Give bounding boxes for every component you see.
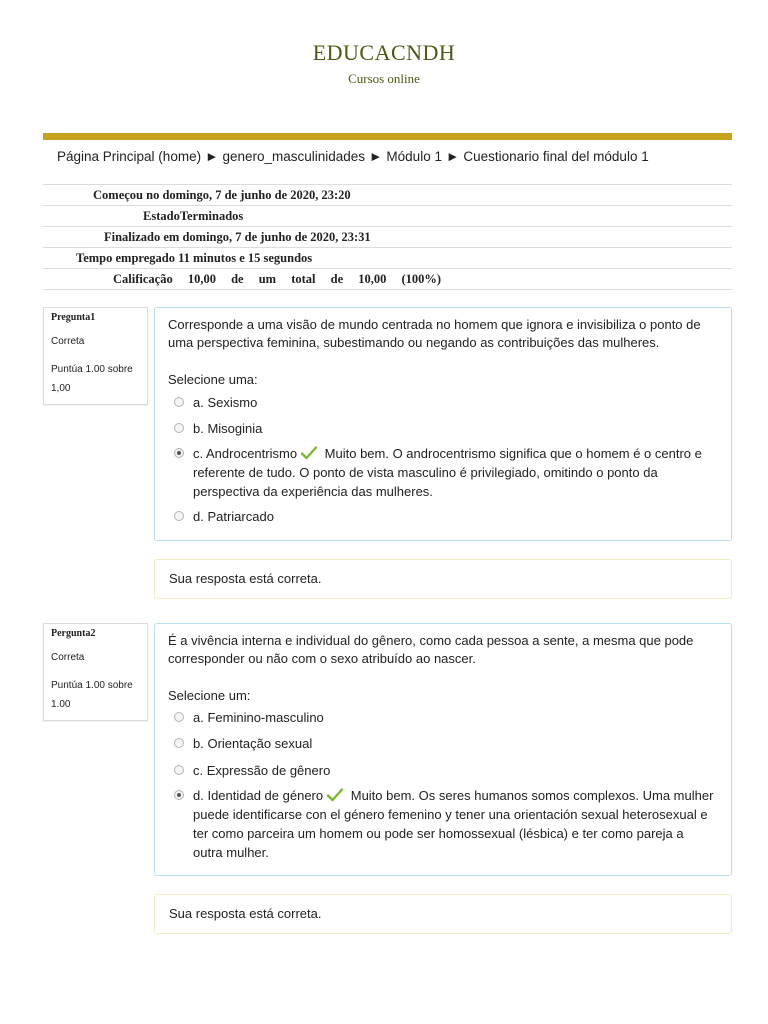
breadcrumb	[57, 149, 649, 164]
option-label: a. Sexismo	[193, 395, 258, 410]
question-text: Corresponde a uma visão de mundo centrada no homem que ignora e invisibiliza o ponto de uma perspectiva feminina, subestimando ou negando as contribuições das mulheres.	[168, 317, 701, 350]
attempt-summary	[43, 184, 732, 290]
radio-button[interactable]	[174, 765, 184, 775]
breadcrumb-separator: ►	[369, 149, 383, 164]
answer-prompt: Selecione uma:	[168, 372, 258, 387]
answer-feedback: Sua resposta está correta.	[154, 559, 732, 599]
breadcrumb-separator: ►	[445, 149, 460, 164]
header-divider	[43, 133, 732, 140]
answer-option-selected[interactable]	[174, 444, 714, 501]
option-label: d. Identidad de género	[193, 788, 324, 803]
breadcrumb-course[interactable]: genero_masculinidades	[222, 149, 366, 164]
option-label: a. Feminino-masculino	[193, 710, 324, 725]
summary-finished: Finalizado em domingo, 7 de junho de 2020, 23:31	[43, 226, 732, 247]
answer-option-selected[interactable]	[174, 786, 714, 862]
radio-button[interactable]	[174, 397, 184, 407]
radio-button[interactable]	[174, 738, 184, 748]
answer-option[interactable]	[174, 761, 714, 780]
question-number: Pregunta1	[51, 312, 96, 323]
question-info	[43, 307, 148, 405]
summary-time-taken: Tempo empregado 11 minutos e 15 segundos	[43, 247, 732, 268]
site-subtitle: Cursos online	[348, 71, 420, 86]
summary-state: EstadoTerminados	[43, 205, 732, 226]
option-feedback: Muito bem. Os seres humanos somos complexos. Uma mulher puede identificarse con el género femenino y tener una orientación sexual heterosexual e ter como parceira um homem ou pode ser homossexual (lésbica) e ter como pareja a outra mulher.	[193, 788, 714, 860]
question-number: Pergunta2	[51, 628, 96, 639]
checkmark-icon	[327, 788, 343, 802]
checkmark-icon	[301, 446, 317, 460]
answer-option[interactable]	[174, 734, 714, 753]
question-state: Correta	[51, 336, 85, 347]
option-label: b. Orientação sexual	[193, 736, 313, 751]
answer-feedback: Sua resposta está correta.	[154, 894, 732, 934]
radio-button[interactable]	[174, 423, 184, 433]
answer-option[interactable]	[174, 507, 714, 526]
option-label: c. Expressão de gênero	[193, 763, 331, 778]
question-state: Correta	[51, 652, 85, 663]
question-grade: Puntúa 1.00 sobre 1,00	[51, 364, 133, 394]
radio-button-checked[interactable]	[174, 448, 184, 458]
option-feedback: Muito bem. O androcentrismo significa que o homem é o centro e referente de tudo. O ponto de vista masculino é privilegiado, omitindo o ponto da perspectiva da experiência das mulheres.	[193, 446, 702, 499]
breadcrumb-quiz[interactable]: Cuestionario final del módulo 1	[463, 149, 649, 164]
summary-grade: Calificação 10,00 de um total de 10,00 (100%)	[43, 268, 732, 290]
answer-prompt: Selecione um:	[168, 688, 251, 703]
radio-button[interactable]	[174, 511, 184, 521]
answer-option[interactable]	[174, 708, 714, 727]
breadcrumb-module[interactable]: Módulo 1	[386, 149, 442, 164]
option-label: d. Patriarcado	[193, 509, 274, 524]
site-title: EDUCACNDH	[312, 40, 456, 65]
radio-button[interactable]	[174, 712, 184, 722]
option-label: c. Androcentrismo	[193, 446, 298, 461]
radio-button-checked[interactable]	[174, 790, 184, 800]
breadcrumb-home[interactable]: Página Principal (home)	[57, 149, 202, 164]
question-grade: Puntúa 1.00 sobre 1.00	[51, 680, 133, 710]
question-content	[154, 307, 732, 541]
breadcrumb-separator: ►	[205, 149, 219, 164]
answer-option[interactable]	[174, 419, 714, 438]
option-label: b. Misoginia	[193, 421, 263, 436]
question-info	[43, 623, 148, 721]
summary-started: Começou no domingo, 7 de junho de 2020, 23:20	[43, 184, 732, 205]
question-text: É a vivência interna e individual do gênero, como cada pessoa a sente, a mesma que pode corresponder ou não com o sexo atribuído ao nascer.	[168, 633, 694, 666]
question-content	[154, 623, 732, 876]
answer-option[interactable]	[174, 393, 714, 412]
